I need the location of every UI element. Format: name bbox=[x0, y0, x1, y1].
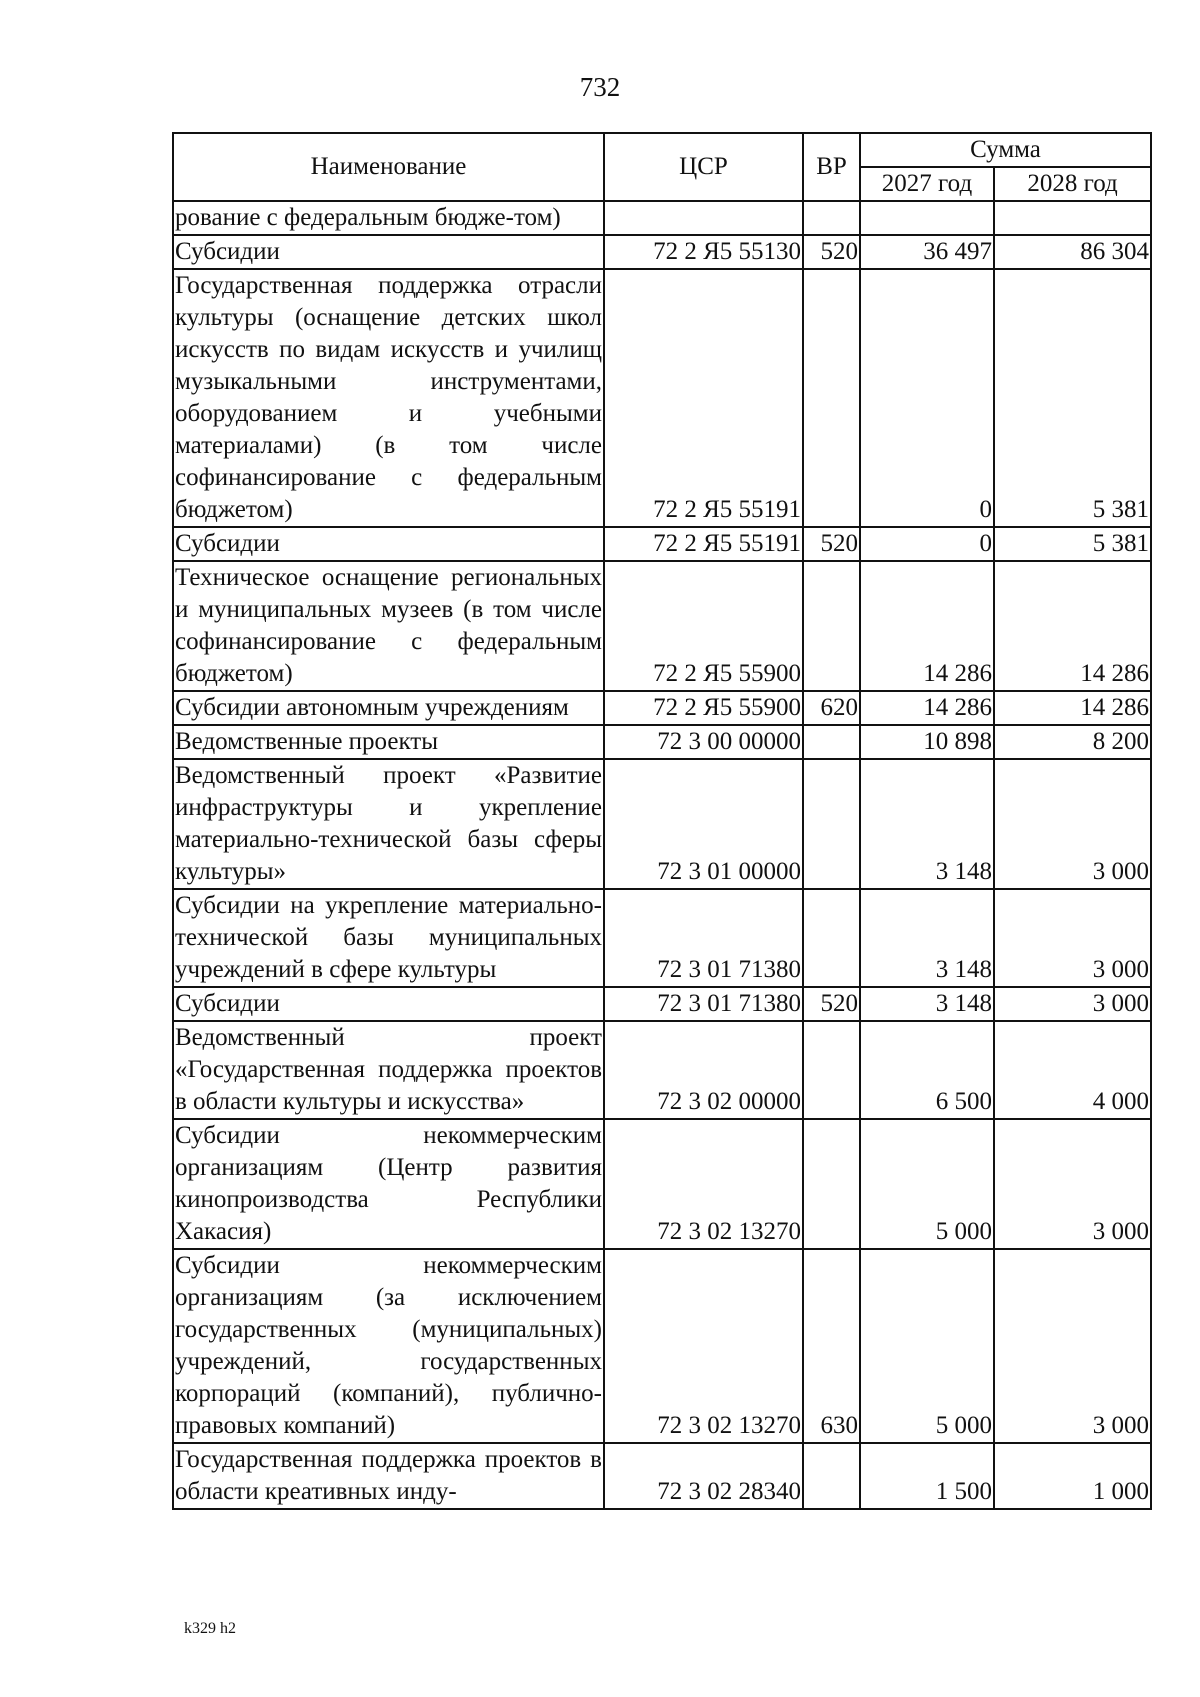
row-name: Субсидии автономным учреждениям bbox=[173, 691, 604, 725]
row-name: Субсидии на укрепление материально-технической базы муниципальных учреждений в сфере культуры bbox=[173, 889, 604, 987]
row-csr: 72 2 Я5 55130 bbox=[604, 235, 803, 269]
row-csr: 72 3 01 00000 bbox=[604, 759, 803, 889]
row-csr: 72 2 Я5 55900 bbox=[604, 691, 803, 725]
row-2027: 3 148 bbox=[860, 987, 994, 1021]
row-vr bbox=[803, 269, 860, 527]
row-vr bbox=[803, 725, 860, 759]
row-2027: 5 000 bbox=[860, 1249, 994, 1443]
row-2027: 10 898 bbox=[860, 725, 994, 759]
row-2027: 3 148 bbox=[860, 889, 994, 987]
table-row bbox=[173, 987, 1151, 1021]
header-sum: Сумма bbox=[860, 133, 1151, 167]
table-row bbox=[173, 759, 1151, 889]
table-row bbox=[173, 201, 1151, 235]
row-csr: 72 2 Я5 55191 bbox=[604, 269, 803, 527]
row-2028: 14 286 bbox=[994, 561, 1151, 691]
header-year-2028: 2028 год bbox=[994, 167, 1151, 201]
row-2027: 5 000 bbox=[860, 1119, 994, 1249]
row-2027: 6 500 bbox=[860, 1021, 994, 1119]
table-row bbox=[173, 691, 1151, 725]
row-2027: 14 286 bbox=[860, 691, 994, 725]
row-2027: 0 bbox=[860, 527, 994, 561]
row-name: рование с федеральным бюдже-том) bbox=[173, 201, 604, 235]
table-row bbox=[173, 527, 1151, 561]
row-2028: 3 000 bbox=[994, 889, 1151, 987]
table-row bbox=[173, 889, 1151, 987]
row-csr: 72 3 00 00000 bbox=[604, 725, 803, 759]
row-csr: 72 2 Я5 55191 bbox=[604, 527, 803, 561]
row-vr bbox=[803, 1443, 860, 1509]
row-2027: 14 286 bbox=[860, 561, 994, 691]
row-name: Государственная поддержка проектов в области креативных инду- bbox=[173, 1443, 604, 1509]
table-row bbox=[173, 1119, 1151, 1249]
row-2028: 3 000 bbox=[994, 759, 1151, 889]
row-2028: 3 000 bbox=[994, 1249, 1151, 1443]
row-2027: 36 497 bbox=[860, 235, 994, 269]
row-vr: 520 bbox=[803, 235, 860, 269]
row-name: Техническое оснащение региональных и муниципальных музеев (в том числе софинансирование с федеральным бюджетом) bbox=[173, 561, 604, 691]
header-vr: ВР bbox=[803, 133, 860, 201]
table-row bbox=[173, 1021, 1151, 1119]
row-2027: 3 148 bbox=[860, 759, 994, 889]
row-2028: 8 200 bbox=[994, 725, 1151, 759]
header-name: Наименование bbox=[173, 133, 604, 201]
row-2028: 3 000 bbox=[994, 987, 1151, 1021]
row-name: Ведомственный проект «Государственная поддержка проектов в области культуры и искусства» bbox=[173, 1021, 604, 1119]
table-row bbox=[173, 269, 1151, 527]
row-csr: 72 3 02 13270 bbox=[604, 1119, 803, 1249]
row-csr: 72 2 Я5 55900 bbox=[604, 561, 803, 691]
row-vr bbox=[803, 1119, 860, 1249]
row-name: Государственная поддержка отрасли культуры (оснащение детских школ искусств по видам искусств и училищ музыкальными инструментами, оборудованием и учебными материалами) (в том числе софинансирование с федеральным бюджетом) bbox=[173, 269, 604, 527]
row-vr bbox=[803, 561, 860, 691]
row-2027: 0 bbox=[860, 269, 994, 527]
header-year-2027: 2027 год bbox=[860, 167, 994, 201]
row-name: Субсидии bbox=[173, 235, 604, 269]
row-vr: 520 bbox=[803, 987, 860, 1021]
table-row bbox=[173, 1443, 1151, 1509]
row-vr bbox=[803, 759, 860, 889]
row-name: Субсидии некоммерческим организациям (за исключением государственных (муниципальных) учреждений, государственных корпораций (компаний), публично-правовых компаний) bbox=[173, 1249, 604, 1443]
row-2028 bbox=[994, 201, 1151, 235]
page-number: 732 bbox=[579, 72, 621, 102]
row-csr bbox=[604, 201, 803, 235]
table-header bbox=[173, 133, 1151, 201]
row-vr bbox=[803, 201, 860, 235]
row-2028: 14 286 bbox=[994, 691, 1151, 725]
row-2028: 5 381 bbox=[994, 527, 1151, 561]
row-csr: 72 3 02 28340 bbox=[604, 1443, 803, 1509]
header-csr: ЦСР bbox=[604, 133, 803, 201]
row-2028: 3 000 bbox=[994, 1119, 1151, 1249]
row-2028: 5 381 bbox=[994, 269, 1151, 527]
row-2028: 86 304 bbox=[994, 235, 1151, 269]
row-2027: 1 500 bbox=[860, 1443, 994, 1509]
row-name: Ведомственные проекты bbox=[173, 725, 604, 759]
table-row bbox=[173, 725, 1151, 759]
row-vr bbox=[803, 1021, 860, 1119]
footer-document-code: k329 h2 bbox=[184, 1620, 236, 1637]
row-csr: 72 3 01 71380 bbox=[604, 987, 803, 1021]
row-2027 bbox=[860, 201, 994, 235]
row-name: Субсидии bbox=[173, 527, 604, 561]
table-row bbox=[173, 1249, 1151, 1443]
row-vr bbox=[803, 889, 860, 987]
row-name: Ведомственный проект «Развитие инфраструктуры и укрепление материально-технической базы сферы культуры» bbox=[173, 759, 604, 889]
row-2028: 4 000 bbox=[994, 1021, 1151, 1119]
table-row bbox=[173, 235, 1151, 269]
row-name: Субсидии некоммерческим организациям (Центр развития кинопроизводства Республики Хакасия) bbox=[173, 1119, 604, 1249]
row-csr: 72 3 02 13270 bbox=[604, 1249, 803, 1443]
table-body bbox=[173, 201, 1151, 1509]
table-row bbox=[173, 561, 1151, 691]
row-vr: 520 bbox=[803, 527, 860, 561]
row-2028: 1 000 bbox=[994, 1443, 1151, 1509]
row-name: Субсидии bbox=[173, 987, 604, 1021]
budget-table bbox=[172, 132, 1152, 1510]
row-vr: 630 bbox=[803, 1249, 860, 1443]
row-vr: 620 bbox=[803, 691, 860, 725]
row-csr: 72 3 01 71380 bbox=[604, 889, 803, 987]
row-csr: 72 3 02 00000 bbox=[604, 1021, 803, 1119]
